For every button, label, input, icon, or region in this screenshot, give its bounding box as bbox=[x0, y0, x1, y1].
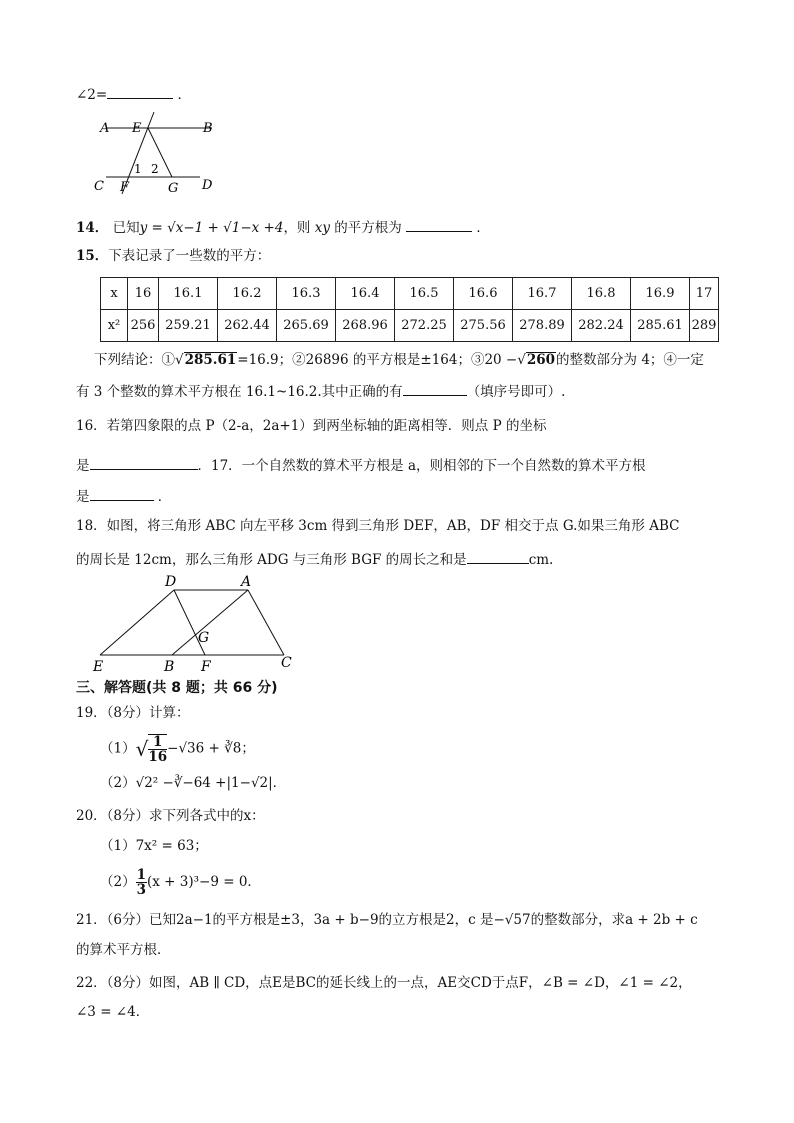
q20-head: 20．（8分）求下列各式中的x： bbox=[76, 808, 265, 824]
table-cell: 259.21 bbox=[159, 310, 218, 342]
section-heading: 三、解答题(共 8 题；共 66 分) bbox=[76, 680, 278, 696]
q19-head: 19．（8分）计算： bbox=[76, 705, 190, 721]
q13-line: ∠2= ． bbox=[76, 87, 192, 103]
label-E: E bbox=[132, 121, 142, 136]
q18-line1: 18．如图，将三角形 ABC 向左平移 3cm 得到三角形 DEF，AB，DF 相交于点 G.如果三角形 ABC bbox=[76, 518, 680, 534]
q16-line1: 16．若第四象限的点 P（2-a，2a+1）到两坐标轴的距离相等．则点 P 的坐标 bbox=[76, 418, 547, 434]
q15-conclusions-line1: 下列结论：①√285.61=16.9；②26896 的平方根是±164；③20 −√260的整数部分为 4；④一定 bbox=[94, 352, 704, 368]
table-cell: x bbox=[101, 278, 128, 310]
q22-line1: 22．（8分）如图，AB ∥ CD，点E是BC的延长线上的一点，AE交CD于点F，∠B = ∠D，∠1 = ∠2， bbox=[76, 975, 692, 991]
answer-blank bbox=[90, 457, 198, 470]
table-cell: 16.5 bbox=[395, 278, 454, 310]
table-cell: 16.2 bbox=[218, 278, 277, 310]
q15-conclusions-line2: 有 3 个整数的算术平方根在 16.1~16.2.其中正确的有 （填序号即可）. bbox=[76, 384, 566, 400]
table-cell: 16.6 bbox=[454, 278, 513, 310]
label-F: F bbox=[201, 659, 211, 675]
answer-blank bbox=[467, 551, 529, 564]
table-cell: x² bbox=[101, 310, 128, 342]
side-ac bbox=[248, 590, 284, 655]
q16-line2: 是 ．17．一个自然数的算术平方根是 a，则相邻的下一个自然数的算术平方根 bbox=[76, 458, 646, 474]
table-cell: 17 bbox=[690, 278, 719, 310]
table-cell: 16.3 bbox=[277, 278, 336, 310]
q19-part2: （2）√2² −∛−64 +|1−√2|． bbox=[100, 775, 287, 791]
q18-line2: 的周长是 12cm，那么三角形 ADG 与三角形 BGF 的周长之和是 cm. bbox=[76, 552, 554, 568]
label-angle1: 1 bbox=[134, 162, 142, 176]
table-cell: 256 bbox=[128, 310, 159, 342]
label-G: G bbox=[168, 181, 179, 196]
label-D: D bbox=[165, 574, 177, 590]
label-F: F bbox=[120, 180, 130, 195]
label-D: D bbox=[202, 178, 213, 193]
q20-part2: （2） $\frac{1}{3}$ (x + 3)³−9 = 0． bbox=[100, 867, 261, 899]
squares-table bbox=[100, 277, 719, 342]
table-cell: 285.61 bbox=[631, 310, 690, 342]
side-ab bbox=[172, 590, 248, 655]
table-cell: 16.8 bbox=[572, 278, 631, 310]
table-cell: 282.24 bbox=[572, 310, 631, 342]
table-cell: 265.69 bbox=[277, 310, 336, 342]
answer-blank bbox=[107, 86, 173, 99]
table-cell: 16.9 bbox=[631, 278, 690, 310]
q17-line: 是 ． bbox=[76, 489, 172, 505]
q20-part1: （1）7x² = 63； bbox=[100, 838, 208, 854]
parallel-lines-figure bbox=[92, 110, 222, 198]
table-cell: 16.1 bbox=[159, 278, 218, 310]
fraction: $\frac{1}{16}$ bbox=[148, 734, 168, 766]
table-cell: 16.4 bbox=[336, 278, 395, 310]
label-C: C bbox=[94, 179, 104, 194]
table-row bbox=[101, 310, 719, 342]
table-cell: 289 bbox=[690, 310, 719, 342]
label-B: B bbox=[203, 121, 213, 136]
translated-triangles-figure bbox=[88, 572, 300, 676]
table-cell: 16.7 bbox=[513, 278, 572, 310]
answer-blank bbox=[403, 383, 467, 396]
q21-line2: 的算术平方根． bbox=[76, 942, 171, 958]
q15-stem: 15．下表记录了一些数的平方： bbox=[76, 248, 271, 264]
label-E: E bbox=[93, 659, 104, 675]
table-cell: 16 bbox=[128, 278, 159, 310]
answer-blank bbox=[406, 219, 472, 232]
label-A: A bbox=[100, 121, 110, 136]
table-cell: 275.56 bbox=[454, 310, 513, 342]
table-cell: 278.89 bbox=[513, 310, 572, 342]
table-cell: 262.44 bbox=[218, 310, 277, 342]
label-angle2: 2 bbox=[151, 162, 159, 176]
q22-line2: ∠3 = ∠4． bbox=[76, 1004, 150, 1020]
table-cell: 268.96 bbox=[336, 310, 395, 342]
q19-part1: （1）√ $\frac{1}{16}$ −√36 + ∛8； bbox=[100, 734, 255, 766]
q21-line1: 21．（6分）已知2a−1的平方根是±3，3a + b−9的立方根是2，c 是−√57的整数部分，求a + 2b + c bbox=[76, 912, 698, 928]
label-A: A bbox=[241, 574, 252, 590]
table-cell: 272.25 bbox=[395, 310, 454, 342]
q14-line: 14． 已知y = √x−1 + √1−x +4，则 xy 的平方根为 ． bbox=[76, 220, 490, 236]
side-ed bbox=[100, 590, 174, 655]
label-B: B bbox=[164, 659, 175, 675]
table-row bbox=[101, 278, 719, 310]
answer-blank bbox=[90, 488, 154, 501]
label-C: C bbox=[281, 655, 292, 671]
label-G: G bbox=[198, 630, 210, 646]
fraction: $\frac{1}{3}$ bbox=[136, 867, 146, 899]
